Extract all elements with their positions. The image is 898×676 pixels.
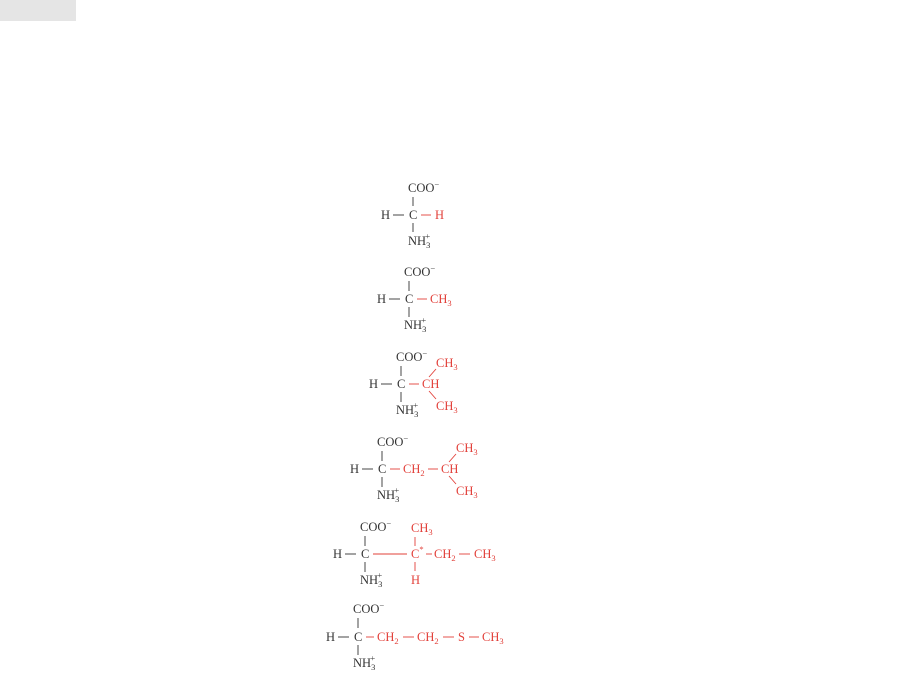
alpha-hydrogen-label: H <box>326 630 336 644</box>
alpha-carbon-label: C <box>354 630 363 644</box>
structure-methionine <box>326 600 504 672</box>
chiral-carbon: C* <box>411 544 424 561</box>
methylene-group: $CH_2$ <box>403 462 425 478</box>
side-chain-bond <box>429 369 436 377</box>
amino-label: $NH_3+$ <box>377 485 400 504</box>
carboxylate-label: COO− <box>353 600 385 616</box>
methylene-group: $CH_2$ <box>377 630 399 646</box>
carboxylate-label: COO− <box>377 433 409 449</box>
carboxylate-label: COO− <box>404 263 436 279</box>
amino-label: $NH_3+$ <box>408 231 431 250</box>
structure-valine <box>369 348 458 419</box>
amino-label: $NH_3+$ <box>396 400 419 419</box>
carboxylate-label: COO− <box>360 518 392 534</box>
methyl-group: $CH_3$ <box>436 399 458 415</box>
structure-glycine <box>381 179 444 250</box>
amino-label: $NH_3+$ <box>404 315 427 334</box>
methine-group: CH <box>422 377 440 391</box>
sulfur-atom: S <box>458 630 465 644</box>
carboxylate-label: COO− <box>408 179 440 195</box>
methyl-group: $CH_3$ <box>482 630 504 646</box>
methylene-group: $CH_2$ <box>434 547 456 563</box>
methylene-group: $CH_2$ <box>417 630 439 646</box>
carboxylate-label: COO− <box>396 348 428 364</box>
alpha-carbon-label: C <box>397 377 406 391</box>
alpha-hydrogen-label: H <box>350 462 360 476</box>
side-chain-bond <box>449 476 456 484</box>
structure-leucine <box>350 433 478 504</box>
alpha-carbon-label: C <box>361 547 370 561</box>
methyl-group: $CH_3$ <box>456 441 478 457</box>
methyl-group: $CH_3$ <box>456 484 478 500</box>
amino-label: $NH_3+$ <box>360 570 383 589</box>
methine-group: CH <box>441 462 459 476</box>
side-chain-bond <box>429 391 436 399</box>
side-chain-hydrogen: H <box>411 573 421 587</box>
structure-isoleucine <box>333 518 496 589</box>
alpha-hydrogen-label: H <box>369 377 379 391</box>
methyl-group: $CH_3$ <box>436 356 458 372</box>
side-chain-bond <box>449 454 456 462</box>
alpha-hydrogen-label: H <box>381 208 391 222</box>
methyl-group: $CH_3$ <box>411 521 433 537</box>
alpha-hydrogen-label: H <box>377 292 387 306</box>
methyl-group: $CH_3$ <box>430 292 452 308</box>
structure-alanine <box>377 263 452 334</box>
methyl-group: $CH_3$ <box>474 547 496 563</box>
amino-label: $NH_3+$ <box>353 653 376 672</box>
alpha-carbon-label: C <box>409 208 418 222</box>
side-chain-hydrogen: H <box>435 208 445 222</box>
alpha-carbon-label: C <box>405 292 414 306</box>
alpha-carbon-label: C <box>378 462 387 476</box>
alpha-hydrogen-label: H <box>333 547 343 561</box>
